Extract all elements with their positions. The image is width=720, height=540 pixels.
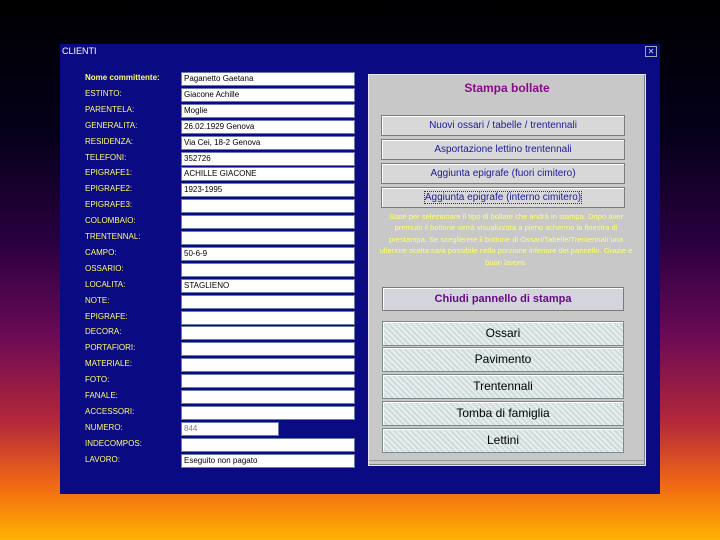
tomba-famiglia-button[interactable]: Tomba di famiglia xyxy=(382,401,624,426)
label-portafiori: PORTAFIORI: xyxy=(85,343,136,352)
print-panel xyxy=(368,74,646,466)
title-bar xyxy=(60,44,660,60)
label-ossario: OSSARIO: xyxy=(85,264,124,273)
label-epigrafe: EPIGRAFE: xyxy=(85,312,128,321)
lettini-button[interactable]: Lettini xyxy=(382,428,624,453)
field-colombaio[interactable] xyxy=(181,215,355,229)
label-foto: FOTO: xyxy=(85,375,110,384)
field-accessori[interactable] xyxy=(181,406,355,420)
epigraph-inside-button[interactable] xyxy=(381,187,625,208)
label-accessori: ACCESSORI: xyxy=(85,407,135,416)
lettino-removal-button[interactable] xyxy=(381,139,625,160)
field-lavoro[interactable]: Eseguito non pagato xyxy=(181,454,355,468)
label-lavoro: LAVORO: xyxy=(85,455,120,464)
field-foto[interactable] xyxy=(181,374,355,388)
field-trentennal[interactable] xyxy=(181,231,355,245)
field-residenza[interactable]: Via Cei, 18-2 Genova xyxy=(181,136,355,150)
field-decora[interactable] xyxy=(181,326,355,340)
field-numero[interactable]: 844 xyxy=(181,422,279,436)
field-localita[interactable]: STAGLIENO xyxy=(181,279,355,293)
label-generalita: GENERALITA: xyxy=(85,121,138,130)
field-fanale[interactable] xyxy=(181,390,355,404)
label-trentennal: TRENTENNAL: xyxy=(85,232,141,241)
pavimento-button[interactable]: Pavimento xyxy=(382,347,624,372)
clienti-window xyxy=(60,44,660,494)
label-colombaio: COLOMBAIO: xyxy=(85,216,136,225)
close-print-panel-button[interactable]: Chiudi pannello di stampa xyxy=(382,287,624,311)
field-materiale[interactable] xyxy=(181,358,355,372)
label-campo: CAMPO: xyxy=(85,248,117,257)
label-note: NOTE: xyxy=(85,296,110,305)
epigraph-outside-label: Aggiunta epigrafe (fuori cimitero) xyxy=(430,168,576,179)
lettino-removal-label: Asportazione lettino trentennali xyxy=(434,144,572,155)
print-instructions: State per selezionare il tipo di bollate che andrà in stampa. Dopo aver premuto il bottone verrà visualizzata a pieno schermo la finestra di prestampa. Se sceglierete il bottone di Ossari/Tabelle/Trentennali una ulteriore scelta sarà possibile nella porzione inferiore del pannello. Grazie e buon lavoro. xyxy=(379,212,633,267)
field-nome-committente[interactable]: Paganetto Gaetana xyxy=(181,72,355,86)
label-nome-committente: Nome committente: xyxy=(85,73,160,82)
panel-footer xyxy=(369,460,645,465)
label-fanale: FANALE: xyxy=(85,391,118,400)
field-note[interactable] xyxy=(181,295,355,309)
window-title: CLIENTI xyxy=(62,46,97,56)
epigraph-inside-label: Aggiunta epigrafe (interno cimitero) xyxy=(424,192,582,203)
label-parentela: PARENTELA: xyxy=(85,105,135,114)
label-telefoni: TELEFONI: xyxy=(85,153,127,162)
field-campo[interactable]: 50-6-9 xyxy=(181,247,355,261)
new-ossari-button[interactable] xyxy=(381,115,625,136)
field-telefoni[interactable]: 352726 xyxy=(181,152,355,166)
label-residenza: RESIDENZA: xyxy=(85,137,134,146)
close-icon[interactable]: ✕ xyxy=(645,46,657,57)
label-epigrafe3: EPIGRAFE3: xyxy=(85,200,133,209)
label-materiale: MATERIALE: xyxy=(85,359,132,368)
label-indecompos: INDECOMPOS: xyxy=(85,439,142,448)
field-epigrafe2[interactable]: 1923-1995 xyxy=(181,183,355,197)
field-estinto[interactable]: Giacone Achille xyxy=(181,88,355,102)
new-ossari-label: Nuovi ossari / tabelle / trentennali xyxy=(429,120,577,131)
label-localita: LOCALITA: xyxy=(85,280,126,289)
field-parentela[interactable]: Moglie xyxy=(181,104,355,118)
ossari-button[interactable]: Ossari xyxy=(382,321,624,346)
field-ossario[interactable] xyxy=(181,263,355,277)
field-epigrafe[interactable] xyxy=(181,311,355,325)
label-decora: DECORA: xyxy=(85,327,122,336)
field-epigrafe3[interactable] xyxy=(181,199,355,213)
label-numero: NUMERO: xyxy=(85,423,123,432)
field-generalita[interactable]: 26.02.1929 Genova xyxy=(181,120,355,134)
print-panel-title: Stampa bollate xyxy=(464,81,550,95)
label-estinto: ESTINTO: xyxy=(85,89,122,98)
field-epigrafe1[interactable]: ACHILLE GIACONE xyxy=(181,167,355,181)
epigraph-outside-button[interactable] xyxy=(381,163,625,184)
label-epigrafe2: EPIGRAFE2: xyxy=(85,184,133,193)
field-indecompos[interactable] xyxy=(181,438,355,452)
field-portafiori[interactable] xyxy=(181,342,355,356)
label-epigrafe1: EPIGRAFE1: xyxy=(85,168,133,177)
trentennali-button[interactable]: Trentennali xyxy=(382,374,624,399)
